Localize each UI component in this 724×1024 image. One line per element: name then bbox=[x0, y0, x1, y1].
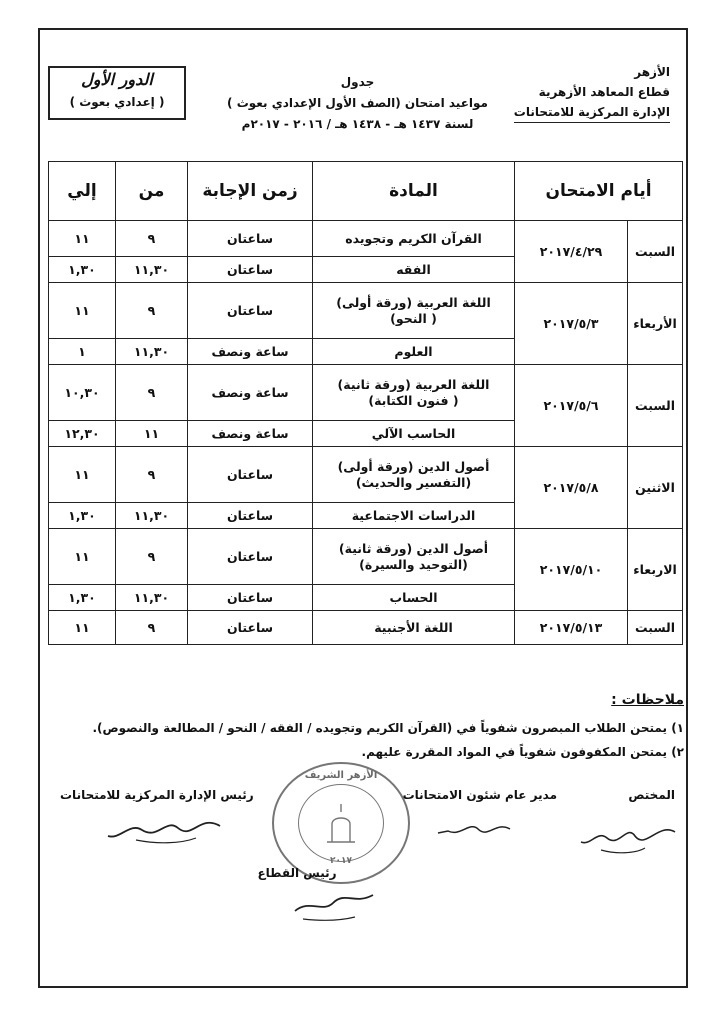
notes-section bbox=[84, 692, 684, 764]
day-cell: السبت bbox=[628, 611, 683, 645]
note-item bbox=[84, 716, 684, 740]
header-title: جدول bbox=[340, 75, 375, 89]
header-subtitle: مواعيد امتحان (الصف الأول الإعدادي بعوث ) bbox=[227, 96, 488, 110]
specialist-signature bbox=[575, 818, 685, 858]
round-sub: ( إعدادي بعوث ) bbox=[69, 95, 165, 109]
to-cell: ١١ bbox=[49, 283, 116, 339]
duration-cell: ساعتان bbox=[188, 283, 313, 339]
table-row bbox=[49, 283, 683, 339]
day-cell: السبت bbox=[628, 365, 683, 447]
round-label: الدور الأول bbox=[81, 70, 153, 89]
subject-line-2: (التوحيد والسيرة) bbox=[359, 556, 468, 572]
note-item bbox=[84, 740, 684, 764]
subject-line-2: ( النحو) bbox=[390, 310, 437, 326]
sig-director: مدير عام شئون الامتحانات bbox=[402, 788, 557, 802]
exam-schedule-table bbox=[48, 161, 683, 645]
sector-head-signature bbox=[285, 885, 385, 925]
col-header-duration: زمن الإجابة bbox=[188, 162, 313, 221]
note-number: ٢) bbox=[671, 745, 684, 759]
round-box bbox=[48, 66, 186, 120]
to-cell: ١,٣٠ bbox=[49, 585, 116, 611]
duration-cell: ساعتان bbox=[188, 257, 313, 283]
table-row bbox=[49, 611, 683, 645]
from-cell: ٩ bbox=[116, 611, 188, 645]
duration-cell: ساعتان bbox=[188, 529, 313, 585]
table-header-row bbox=[49, 162, 683, 221]
subject-line: اللغة العربية (ورقة ثانية) bbox=[337, 376, 490, 392]
duration-cell: ساعتان bbox=[188, 503, 313, 529]
header-organization bbox=[495, 62, 670, 123]
from-cell: ١١,٣٠ bbox=[116, 585, 188, 611]
sig-head-central: رئيس الإدارة المركزية للامتحانات bbox=[60, 788, 254, 802]
subject-cell: الدراسات الاجتماعية bbox=[313, 503, 515, 529]
col-header-to: إلي bbox=[49, 162, 116, 221]
day-cell: الاربعاء bbox=[628, 529, 683, 611]
to-cell: ١٢,٣٠ bbox=[49, 421, 116, 447]
col-header-days: أيام الامتحان bbox=[515, 162, 683, 221]
subject-line-2: ( فنون الكتابة) bbox=[368, 392, 459, 408]
duration-cell: ساعة ونصف bbox=[188, 339, 313, 365]
sector-head-block bbox=[0, 866, 650, 880]
duration-cell: ساعة ونصف bbox=[188, 421, 313, 447]
header-title-block bbox=[205, 72, 510, 135]
from-cell: ٩ bbox=[116, 283, 188, 339]
date-cell: ٢٠١٧/٥/٣ bbox=[515, 283, 628, 365]
table-row bbox=[49, 221, 683, 257]
from-cell: ٩ bbox=[116, 365, 188, 421]
table-row bbox=[49, 447, 683, 503]
note-text: يمتحن الطلاب المبصرون شفوياً في (القرآن الكريم وتجويده / الفقه / النحو / المطالعة والنصوص). bbox=[92, 721, 667, 735]
stamp-year: ٢٠١٧ bbox=[330, 856, 352, 866]
duration-cell: ساعتان bbox=[188, 221, 313, 257]
subject-cell bbox=[313, 365, 515, 421]
day-cell: الاثنين bbox=[628, 447, 683, 529]
subject-line-2: (التفسير والحديث) bbox=[355, 474, 472, 490]
subject-cell: القرآن الكريم وتجويده bbox=[313, 221, 515, 257]
day-cell: السبت bbox=[628, 221, 683, 283]
to-cell: ١ bbox=[49, 339, 116, 365]
col-header-subject: المادة bbox=[313, 162, 515, 221]
from-cell: ١١,٣٠ bbox=[116, 339, 188, 365]
subject-cell bbox=[313, 529, 515, 585]
subject-cell bbox=[313, 447, 515, 503]
subject-line: أصول الدين (ورقة ثانية) bbox=[338, 540, 489, 556]
subject-cell: اللغة الأجنبية bbox=[313, 611, 515, 645]
from-cell: ٩ bbox=[116, 529, 188, 585]
subject-cell bbox=[313, 283, 515, 339]
stamp-text: الأزهر الشريف bbox=[304, 770, 378, 781]
sig-specialist: المختص bbox=[628, 788, 675, 802]
table-row bbox=[49, 529, 683, 585]
duration-cell: ساعتان bbox=[188, 447, 313, 503]
to-cell: ١١ bbox=[49, 447, 116, 503]
duration-cell: ساعتان bbox=[188, 585, 313, 611]
date-cell: ٢٠١٧/٤/٢٩ bbox=[515, 221, 628, 283]
subject-cell: الحاسب الآلي bbox=[313, 421, 515, 447]
table-row bbox=[49, 365, 683, 421]
from-cell: ١١,٣٠ bbox=[116, 503, 188, 529]
to-cell: ١٠,٣٠ bbox=[49, 365, 116, 421]
date-cell: ٢٠١٧/٥/٨ bbox=[515, 447, 628, 529]
notes-title: ملاحظات : bbox=[611, 692, 684, 708]
date-cell: ٢٠١٧/٥/١٠ bbox=[515, 529, 628, 611]
head-central-signature bbox=[100, 810, 230, 850]
director-signature bbox=[430, 815, 520, 845]
from-cell: ٩ bbox=[116, 447, 188, 503]
org-line-sector: قطاع المعاهد الأزهرية bbox=[538, 85, 670, 99]
subject-cell: العلوم bbox=[313, 339, 515, 365]
to-cell: ١,٣٠ bbox=[49, 503, 116, 529]
date-cell: ٢٠١٧/٥/١٣ bbox=[515, 611, 628, 645]
from-cell: ٩ bbox=[116, 221, 188, 257]
duration-cell: ساعتان bbox=[188, 611, 313, 645]
sig-sector-head: رئيس القطاع bbox=[257, 866, 337, 880]
subject-cell: الحساب bbox=[313, 585, 515, 611]
org-line-admin: الإدارة المركزية للامتحانات bbox=[514, 102, 670, 123]
header-year: لسنة ١٤٣٧ هـ - ١٤٣٨ هـ / ٢٠١٦ - ٢٠١٧م bbox=[241, 117, 474, 131]
from-cell: ١١ bbox=[116, 421, 188, 447]
note-number: ١) bbox=[671, 721, 684, 735]
to-cell: ١١ bbox=[49, 221, 116, 257]
to-cell: ١١ bbox=[49, 611, 116, 645]
to-cell: ١,٣٠ bbox=[49, 257, 116, 283]
date-cell: ٢٠١٧/٥/٦ bbox=[515, 365, 628, 447]
mosque-icon bbox=[324, 802, 358, 846]
org-line-azhar: الأزهر bbox=[634, 65, 670, 79]
to-cell: ١١ bbox=[49, 529, 116, 585]
from-cell: ١١,٣٠ bbox=[116, 257, 188, 283]
subject-line: أصول الدين (ورقة أولى) bbox=[337, 458, 490, 474]
subject-line: اللغة العربية (ورقة أولى) bbox=[336, 294, 491, 310]
col-header-from: من bbox=[116, 162, 188, 221]
note-text: يمتحن المكفوفون شفوياً في المواد المقررة عليهم. bbox=[361, 745, 667, 759]
duration-cell: ساعة ونصف bbox=[188, 365, 313, 421]
day-cell: الأربعاء bbox=[628, 283, 683, 365]
subject-cell: الفقه bbox=[313, 257, 515, 283]
